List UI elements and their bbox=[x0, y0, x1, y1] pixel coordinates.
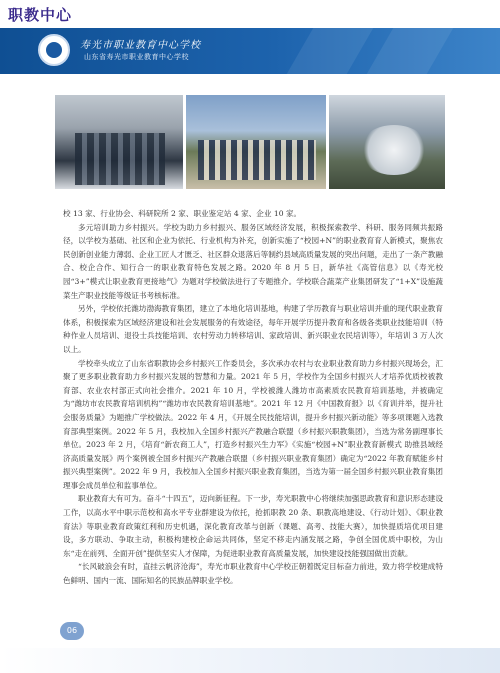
paragraph: 学校牵头成立了山东省职教协会乡村振兴工作委员会，多次承办农村与农业职业教育助力乡村振兴现场会，汇聚了更多职业教育助力乡村振兴发展的智慧和力量。2021 年 5 月，学校作为全国乡村振兴人才培养优质校被教育部、农业农村部正式向社会推介。2021 年 10 月，学校被潍人潍坊市高素质农民教育培训基地，并被确定为“潍坊市农民教育培训机构”“潍坊市农民教育培训基地”。2021 年 12 月《中国教育报》以《育训并举，提升社会服务质量》为题推广学校做法。2022 年 4 月，《开展全民技能培训，提升乡村振兴新动能》等多项课题入选教育部典型案例。2022 年 5 月，我校加入全国乡村振兴产教融合联盟（乡村振兴职教集团），当选为常务副理事长单位。2023 年 2 月，《培育“新农商工人”，打造乡村振兴生力军》《实施“校园+N”职业教育新模式 助推县域经济高质量发展》两个案例被全国乡村振兴产教融合联盟（乡村振兴职业教育集团）确定为“2022 年教育赋能乡村振兴典型案例”。2022 年 9 月，我校加入全国乡村振兴职业教育集团，当选为第一届全国乡村振兴职业教育集团理事会成员单位和监事单位。 bbox=[63, 358, 443, 490]
paragraph: 校 13 家、行业协会、科研院所 2 家、职业鉴定站 4 家、企业 10 家。 bbox=[63, 209, 302, 218]
photo-spraying bbox=[329, 95, 445, 189]
footer-bar bbox=[0, 648, 500, 673]
banner-stripe bbox=[367, 28, 454, 74]
paragraph: 多元培训助力乡村振兴。学校为助力乡村振兴、服务区域经济发展，积极探索教学、科研、服务同频共振路径，以学校为基础、社区和企业为依托、行业机构为补充，创新实施了“校园+N”的职业教育育人新模式，聚焦农民创新创业能力薄弱、企业工匠人才匮乏、社区群众退落后等制约县域高质量发展的突出问题，走出了一条产教融合、校企合作、知行合一的职业教育特色发展之路。2020 年 8 月 5 日，新华社《高管信息》以《寿光校园“3+”模式让职业教育更接地气》为题对学校做法进行了专题推介。学校联合蔬菜产业集团研发了“1+X”设施蔬菜生产职业技能等级证书考核标准。 bbox=[63, 222, 443, 300]
paragraph: 另外，学校依托潍坊渤海教育集团，建立了本地化培训基地，构建了学历教育与职业培训并重的现代职业教育体系，积极探索为区域经济建设和社会发展服务的有效途径，每年开展学历提升教育和各级各类职业技能培训（特种作业人员培训、退役士兵技能培训、农村劳动力转移培训、家政培训、新兴职业农民培训等），年培训 3 万人次以上。 bbox=[63, 304, 443, 354]
school-name: 寿光市职业教育中心学校 bbox=[80, 40, 201, 51]
school-subtitle: 山东省寿光市职业教育中心学校 bbox=[84, 53, 189, 61]
header-banner bbox=[0, 28, 500, 74]
page-number: 06 bbox=[60, 622, 84, 640]
photo-classroom bbox=[55, 95, 183, 189]
paragraph: 职业教育大有可为。奋斗“十四五”，迈向新征程。下一步，寿光职教中心将继续加强思政教育和意识形态建设工作，以高水平中职示范校和高水平专业群建设为依托，抢抓职教 20 条、职教高地建设、《行动计划》、《职业教育法》等职业教育政策红利和历史机遇，深化教育改革与创新（课题、高考、技能大赛），加快提质培优项目建设，多方联动、争取主动，积极构建校企命运共同体，坚定不移走内涵发展之路，争创全国优质中职校，为山东“走在前列、全面开创”提供坚实人才保障，为促进职业教育高质量发展，加快建设技能强国做出贡献。 bbox=[63, 494, 443, 558]
photo-tug-of-war bbox=[186, 95, 326, 189]
banner-stripe bbox=[287, 28, 374, 74]
watermark-text: 职教中心 bbox=[8, 6, 73, 24]
photo-strip bbox=[55, 95, 445, 189]
article-body bbox=[63, 207, 443, 588]
school-logo-icon bbox=[38, 34, 70, 66]
paragraph: “长风破浪会有时，直挂云帆济沧海”，寿光市职业教育中心学校正朝着既定目标奋力前进，致力将学校建成特色鲜明、国内一流、国际知名的民族品牌职业学校。 bbox=[63, 562, 443, 586]
